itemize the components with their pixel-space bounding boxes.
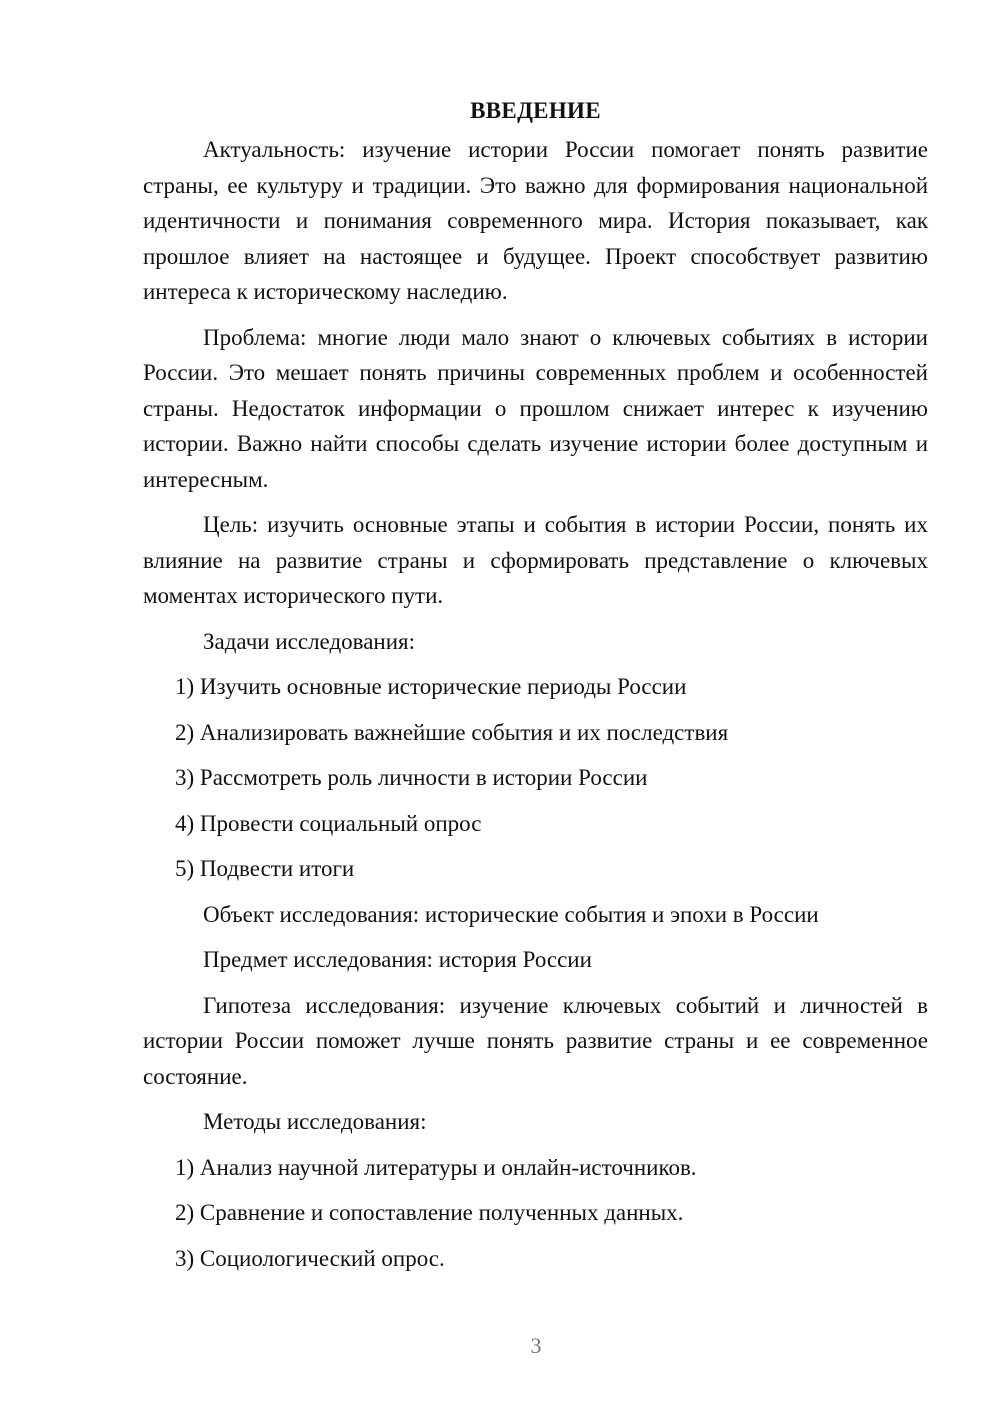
page-title: ВВЕДЕНИЕ [470, 98, 601, 123]
method-item: 3) Социологический опрос. [175, 1245, 445, 1271]
tasks-heading: Задачи исследования: [203, 628, 416, 654]
task-item: 3) Рассмотреть роль личности в истории России [175, 765, 648, 790]
research-subject: Предмет исследования: история России [203, 947, 592, 972]
research-object: Объект исследования: исторические события и эпохи в России [203, 901, 819, 927]
goal-paragraph: Цель: изучить основные этапы и события в истории России, понять их влияние на развитие страны и сформировать представление о ключевых моментах исторического пути. [143, 512, 928, 608]
task-item: 1) Изучить основные исторические периоды России [175, 674, 687, 699]
task-item: 4) Провести социальный опрос [175, 810, 482, 836]
method-item: 2) Сравнение и сопоставление полученных данных. [175, 1200, 684, 1225]
problem-paragraph: Проблема: многие люди мало знают о ключевых событиях в истории России. Это мешает понять причины современных проблем и особенностей страны. Недостаток информации о прошлом снижает интерес к изучению истории. Важно найти способы сделать изучение истории более доступным и интересным. [143, 324, 928, 492]
task-item: 5) Подвести итоги [175, 856, 355, 881]
methods-heading: Методы исследования: [203, 1109, 427, 1134]
method-item: 1) Анализ научной литературы и онлайн-источников. [175, 1154, 697, 1180]
page-content [143, 94, 928, 1286]
page-number: 3 [530, 1333, 542, 1358]
task-item: 2) Анализировать важнейшие события и их последствия [175, 719, 729, 745]
relevance-paragraph: Актуальность: изучение истории России помогает понять развитие страны, ее культуру и традиции. Это важно для формирования национальной идентичности и понимания современного мира. История показывает, как прошлое влияет на настоящее и будущее. Проект способствует развитию интереса к историческому наследию. [143, 137, 928, 304]
hypothesis-paragraph: Гипотеза исследования: изучение ключевых событий и личностей в истории России поможет лучше понять развитие страны и ее современное состояние. [143, 992, 928, 1089]
